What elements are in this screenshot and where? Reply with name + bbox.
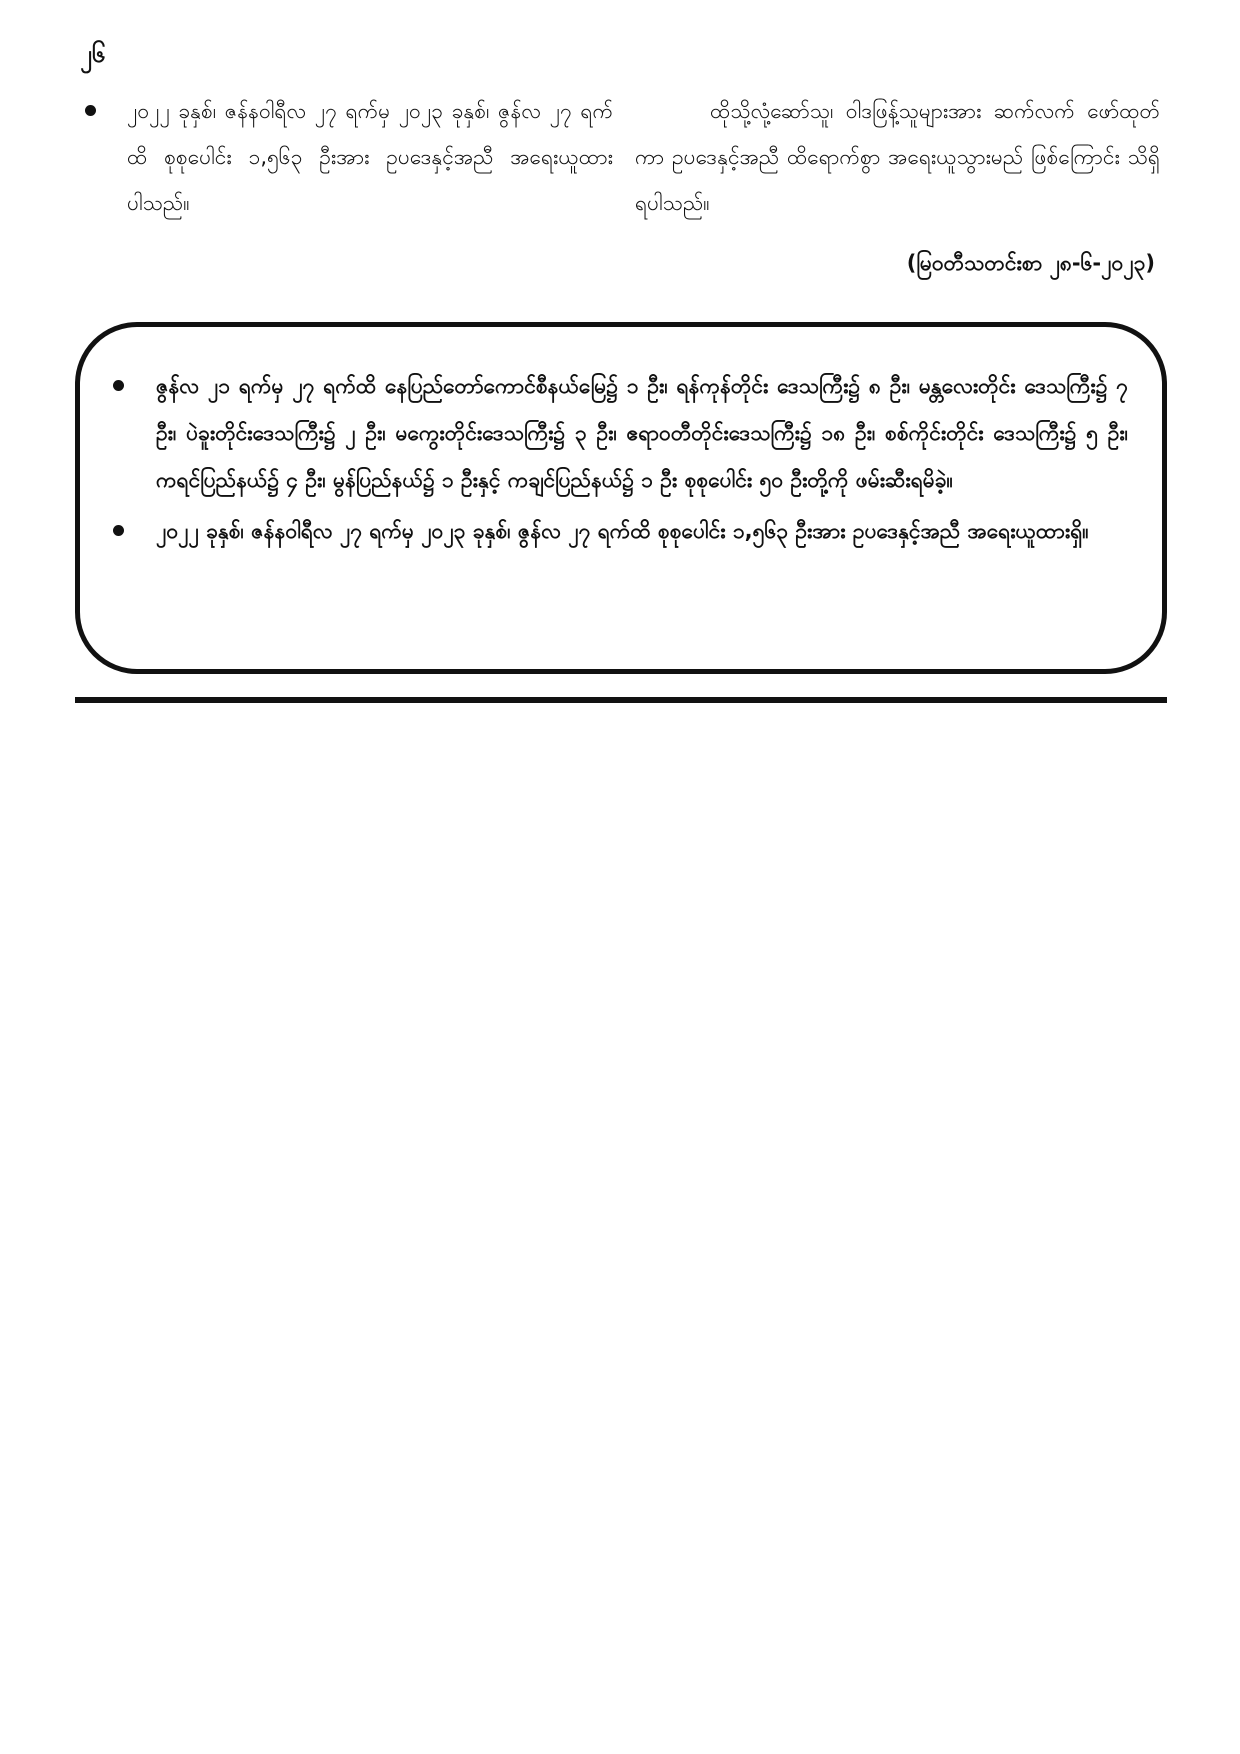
summary-box bbox=[75, 322, 1167, 674]
summary-list bbox=[108, 363, 1128, 559]
page-number: ၂၆ bbox=[80, 40, 106, 68]
summary-item-text: ၂၀၂၂ ခုနှစ်၊ ဇန်နဝါရီလ ၂၇ ရက်မှ ၂၀၂၃ ခုနှစ်၊ ဇွန်လ ၂၇ ရက်ထိ စုစုပေါင်း ၁,၅၆၃ ဦးအား ဥပဒေနှင့်အညီ အရေးယူထားရှိ။ bbox=[156, 519, 1089, 543]
summary-item-total bbox=[108, 508, 1128, 555]
bullet-icon bbox=[113, 380, 124, 391]
left-bullet-item bbox=[85, 88, 613, 226]
source-citation: (မြဝတီသတင်းစာ ၂၈-၆-၂၀၂၃) bbox=[906, 251, 1155, 275]
bottom-divider bbox=[75, 697, 1167, 703]
left-column bbox=[85, 88, 613, 226]
bullet-icon bbox=[113, 525, 124, 536]
summary-item-arrests bbox=[108, 363, 1128, 504]
summary-item-text: ဇွန်လ ၂၁ ရက်မှ ၂၇ ရက်ထိ နေပြည်တော်ကောင်စီနယ်မြေ၌ ၁ ဦး၊ ရန်ကုန်တိုင်း ဒေသကြီး၌ ၈ ဦး၊ မန္တလေးတိုင်း ဒေသကြီး၌ ၇ ဦး၊ ပဲခူးတိုင်းဒေသကြီး၌ ၂ ဦး၊ မကွေးတိုင်းဒေသကြီး၌ ၃ ဦး၊ ဧရာဝတီတိုင်းဒေသကြီး၌ ၁၈ ဦး၊ စစ်ကိုင်းတိုင်း ဒေသကြီး၌ ၅ ဦး၊ ကရင်ပြည်နယ်၌ ၄ ဦး၊ မွန်ပြည်နယ်၌ ၁ ဦးနှင့် ကချင်ပြည်နယ်၌ ၁ ဦး စုစုပေါင်း ၅၀ ဦးတို့ကို ဖမ်းဆီးရမိခဲ့။ bbox=[156, 374, 1128, 492]
bullet-icon bbox=[85, 105, 96, 116]
right-paragraph: ထိုသို့လုံ့ဆော်သူ၊ ဝါဒဖြန့်သူများအား ဆက်လက် ဖော်ထုတ်ကာ ဥပဒေနှင့်အညီ ထိရောက်စွာ အရေးယူသွားမည် ဖြစ်ကြောင်း သိရှိရပါသည်။ bbox=[635, 99, 1160, 215]
left-bullet-text: ၂၀၂၂ ခုနှစ်၊ ဇန်နဝါရီလ ၂၇ ရက်မှ ၂၀၂၃ ခုနှစ်၊ ဇွန်လ ၂၇ ရက်ထိ စုစုပေါင်း ၁,၅၆၃ ဦးအား ဥပဒေနှင့်အညီ အရေးယူထားပါသည်။ bbox=[127, 99, 613, 215]
right-column bbox=[635, 88, 1160, 226]
